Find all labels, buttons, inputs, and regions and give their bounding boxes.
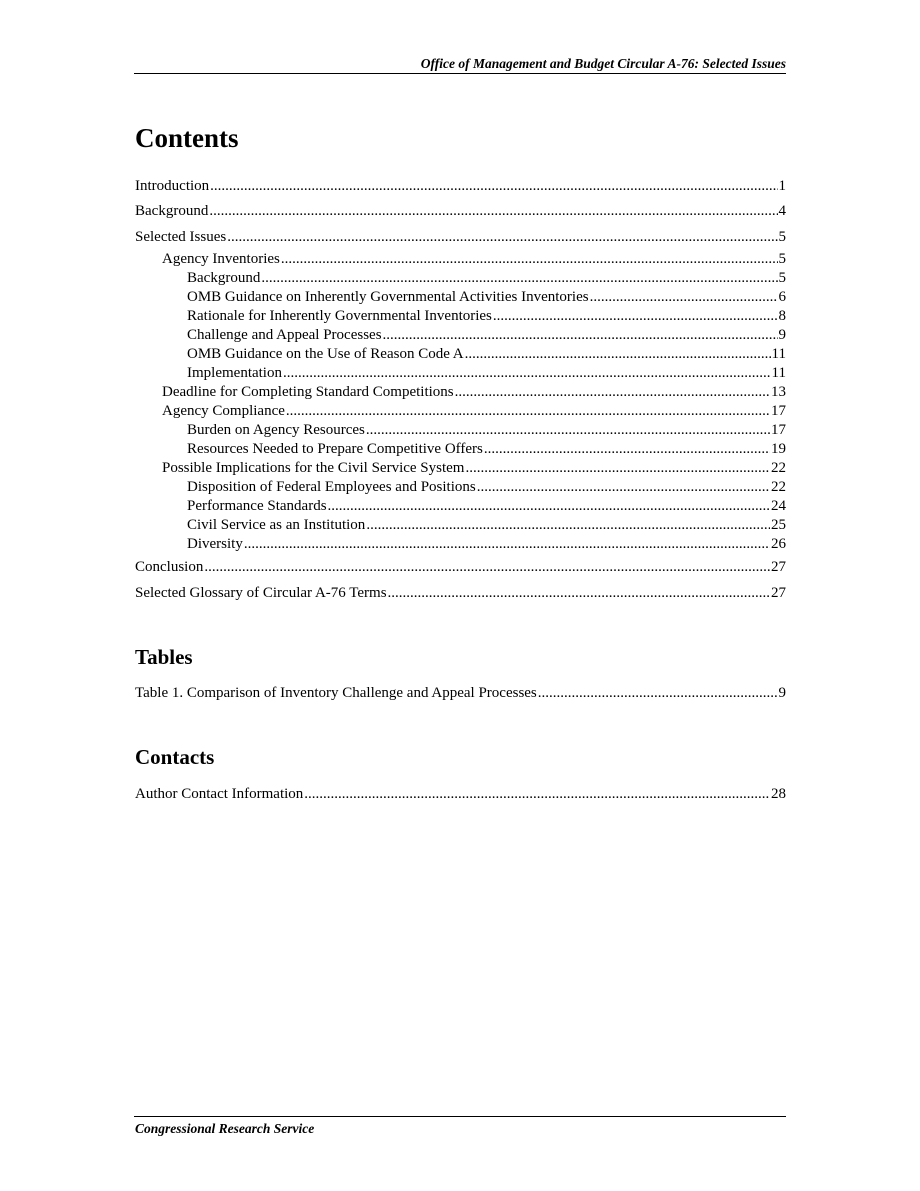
toc-entry-agency-compliance[interactable] bbox=[162, 402, 786, 421]
toc-page: 9 bbox=[778, 685, 786, 701]
toc-label: OMB Guidance on the Use of Reason Code A bbox=[187, 346, 464, 362]
toc-label: Agency Compliance bbox=[162, 403, 285, 419]
toc-entry-inventories-background[interactable] bbox=[187, 269, 786, 288]
contents-title: Contents bbox=[135, 123, 239, 153]
toc-label: Performance Standards bbox=[187, 498, 327, 514]
leader-dots bbox=[286, 402, 770, 421]
toc-page: 27 bbox=[771, 585, 786, 601]
page-footer bbox=[134, 1116, 786, 1136]
toc-entry-reason-code-a[interactable] bbox=[187, 345, 786, 364]
leader-dots bbox=[209, 202, 777, 221]
toc-entry-table-1[interactable] bbox=[135, 684, 786, 703]
toc-label: Resources Needed to Prepare Competitive Offers bbox=[187, 441, 483, 457]
toc-label: Civil Service as an Institution bbox=[187, 517, 366, 533]
toc-label: Disposition of Federal Employees and Positions bbox=[187, 479, 476, 495]
toc-entry-glossary[interactable] bbox=[135, 584, 786, 603]
toc-entry-performance-standards[interactable] bbox=[187, 497, 786, 516]
toc-entry-conclusion[interactable] bbox=[135, 558, 786, 577]
toc-entry-civil-service-institution[interactable] bbox=[187, 516, 786, 535]
leader-dots bbox=[590, 288, 778, 307]
toc-label: Selected Issues bbox=[135, 229, 227, 245]
toc-page: 9 bbox=[778, 327, 786, 343]
toc-entry-selected-issues[interactable] bbox=[135, 228, 786, 247]
toc-label: Possible Implications for the Civil Service System bbox=[162, 460, 465, 476]
toc-entry-disposition[interactable] bbox=[187, 478, 786, 497]
leader-dots bbox=[493, 307, 778, 326]
leader-dots bbox=[281, 250, 778, 269]
toc-page: 17 bbox=[771, 403, 786, 419]
toc-page: 19 bbox=[771, 441, 786, 457]
toc-entry-diversity[interactable] bbox=[187, 535, 786, 554]
leader-dots bbox=[283, 364, 771, 383]
toc-page: 24 bbox=[771, 498, 786, 514]
toc-page: 5 bbox=[778, 270, 786, 286]
toc-page: 28 bbox=[771, 786, 786, 802]
toc-label: Selected Glossary of Circular A-76 Terms bbox=[135, 585, 387, 601]
toc-entry-background[interactable] bbox=[135, 202, 786, 221]
toc-page: 17 bbox=[771, 422, 786, 438]
toc-label: Implementation bbox=[187, 365, 282, 381]
toc-entry-implementation[interactable] bbox=[187, 364, 786, 383]
leader-dots bbox=[227, 228, 777, 247]
leader-dots bbox=[204, 558, 770, 577]
toc-label: Deadline for Completing Standard Competitions bbox=[162, 384, 454, 400]
toc-entry-challenge-appeal[interactable] bbox=[187, 326, 786, 345]
toc-entry-introduction[interactable] bbox=[135, 177, 786, 196]
toc-entry-implications[interactable] bbox=[162, 459, 786, 478]
toc-page: 27 bbox=[771, 559, 786, 575]
toc-entry-author-contact[interactable] bbox=[135, 785, 786, 804]
toc-page: 1 bbox=[778, 178, 786, 194]
tables-title: Tables bbox=[135, 645, 193, 669]
leader-dots bbox=[465, 345, 771, 364]
leader-dots bbox=[455, 383, 770, 402]
leader-dots bbox=[477, 478, 770, 497]
footer-text: Congressional Research Service bbox=[135, 1121, 315, 1136]
toc-label: Agency Inventories bbox=[162, 251, 280, 267]
toc-page: 8 bbox=[778, 308, 786, 324]
leader-dots bbox=[383, 326, 778, 345]
leader-dots bbox=[366, 516, 770, 535]
toc-page: 22 bbox=[771, 460, 786, 476]
toc-label: OMB Guidance on Inherently Governmental Activities Inventories bbox=[187, 289, 589, 305]
toc-page: 6 bbox=[778, 289, 786, 305]
toc-label: Conclusion bbox=[135, 559, 204, 575]
leader-dots bbox=[304, 785, 770, 804]
page-header bbox=[134, 55, 786, 74]
toc-entry-resources-needed[interactable] bbox=[187, 440, 786, 459]
leader-dots bbox=[244, 535, 770, 554]
toc-page: 5 bbox=[778, 251, 786, 267]
contacts-title: Contacts bbox=[135, 745, 215, 769]
leader-dots bbox=[328, 497, 770, 516]
toc-page: 11 bbox=[771, 346, 786, 362]
toc-entry-agency-inventories[interactable] bbox=[162, 250, 786, 269]
toc-label: Table 1. Comparison of Inventory Challenge and Appeal Processes bbox=[135, 685, 537, 701]
toc-label: Background bbox=[187, 270, 261, 286]
toc-page: 26 bbox=[771, 536, 786, 552]
toc-label: Background bbox=[135, 203, 209, 219]
header-title: Office of Management and Budget Circular A-76: Selected Issues bbox=[420, 56, 786, 71]
leader-dots bbox=[465, 459, 770, 478]
toc-page: 25 bbox=[771, 517, 786, 533]
leader-dots bbox=[484, 440, 770, 459]
toc-entry-omb-guidance-inventories[interactable] bbox=[187, 288, 786, 307]
toc-page: 22 bbox=[771, 479, 786, 495]
leader-dots bbox=[261, 269, 777, 288]
toc-label: Challenge and Appeal Processes bbox=[187, 327, 382, 343]
toc-page: 11 bbox=[771, 365, 786, 381]
toc-label: Rationale for Inherently Governmental Inventories bbox=[187, 308, 492, 324]
toc-label: Author Contact Information bbox=[135, 786, 304, 802]
leader-dots bbox=[388, 584, 770, 603]
toc-entry-deadline[interactable] bbox=[162, 383, 786, 402]
leader-dots bbox=[366, 421, 770, 440]
toc-page: 4 bbox=[778, 203, 786, 219]
toc-entry-rationale[interactable] bbox=[187, 307, 786, 326]
leader-dots bbox=[210, 177, 777, 196]
toc-label: Burden on Agency Resources bbox=[187, 422, 365, 438]
leader-dots bbox=[538, 684, 778, 703]
toc-label: Diversity bbox=[187, 536, 243, 552]
toc-label: Introduction bbox=[135, 178, 210, 194]
toc-page: 13 bbox=[771, 384, 786, 400]
toc-page: 5 bbox=[778, 229, 786, 245]
toc-entry-burden[interactable] bbox=[187, 421, 786, 440]
